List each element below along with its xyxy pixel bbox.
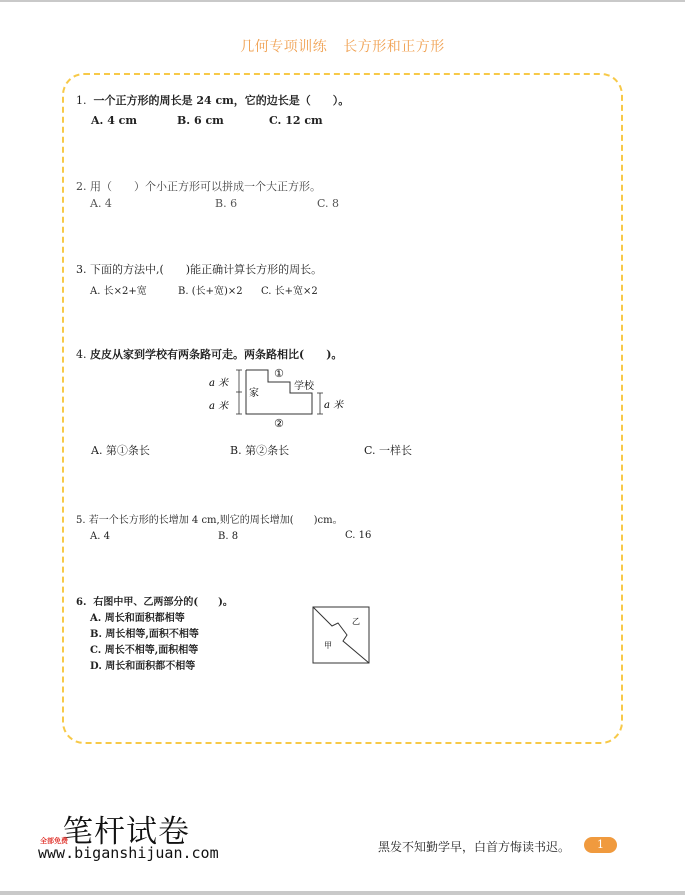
q4-option-a: A. 第①条长: [91, 444, 150, 457]
q5-option-b: B. 8: [218, 531, 239, 542]
q6-option-d: D. 周长和面积都不相等: [90, 661, 196, 672]
q3-option-c: C. 长+宽×2: [261, 286, 318, 297]
question-number: 6.: [76, 597, 87, 608]
page-number-badge: 1: [584, 837, 617, 853]
question-5: [76, 511, 343, 526]
question-2: [76, 178, 321, 194]
q3-option-b: B. (长+宽)×2: [178, 286, 243, 297]
question-number: 1.: [76, 94, 87, 107]
question-number: 4.: [76, 348, 87, 361]
logo-text: 笔杆试卷: [62, 814, 190, 850]
route-diagram: [205, 362, 355, 432]
question-text: 皮皮从家到学校有两条路可走。两条路相比( )。: [90, 348, 343, 361]
footer-motto: 黑发不知勤学早，白首方悔读书迟。: [378, 840, 571, 854]
label-a-right: a 米: [324, 400, 344, 411]
question-6: [76, 595, 233, 675]
question-1: [76, 92, 349, 108]
logo-tag: 全部免费: [40, 837, 68, 845]
label-home: 家: [249, 388, 259, 399]
label-route-2: ②: [274, 417, 284, 430]
question-3: [76, 261, 322, 277]
page-title: [0, 36, 685, 56]
question-number: 3.: [76, 263, 87, 276]
question-4: [76, 346, 342, 362]
question-text: 下面的方法中,( )能正确计算长方形的周长。: [90, 263, 323, 276]
q3-option-a: A. 长×2+宽: [90, 286, 147, 297]
q1-option-b: B. 6 cm: [177, 114, 224, 127]
q2-option-c: C. 8: [317, 197, 340, 210]
q6-option-b: B. 周长相等,面积不相等: [90, 629, 199, 640]
q1-option-a: A. 4 cm: [91, 114, 138, 127]
q5-option-a: A. 4: [90, 531, 110, 542]
title-right: 长方形和正方形: [343, 39, 445, 55]
question-text: 右图中甲、乙两部分的( )。: [93, 597, 233, 608]
logo-url: www.biganshijuan.com: [38, 844, 219, 862]
label-a-bottom: a 米: [209, 401, 229, 412]
bottom-border: [0, 891, 685, 895]
question-text: 若一个长方形的长增加 4 cm,则它的周长增加( )cm。: [88, 515, 343, 526]
question-text: 用（ ）个小正方形可以拼成一个大正方形。: [90, 180, 321, 193]
q4-option-b: B. 第②条长: [230, 444, 290, 457]
question-number: 5.: [76, 515, 86, 526]
q6-option-a: A. 周长和面积都相等: [90, 613, 185, 624]
q4-option-c: C. 一样长: [364, 444, 413, 457]
label-jia: 甲: [324, 641, 332, 650]
q2-option-a: A. 4: [90, 197, 112, 210]
q6-option-c: C. 周长不相等,面积相等: [90, 645, 199, 656]
q1-option-c: C. 12 cm: [269, 114, 323, 127]
question-text: 一个正方形的周长是 24 cm，它的边长是（ ）。: [93, 94, 350, 107]
label-route-1: ①: [274, 367, 284, 380]
label-school: 学校: [294, 381, 314, 392]
square-split-diagram: [312, 606, 370, 664]
q5-option-c: C. 16: [345, 530, 372, 541]
label-a-top: a 米: [209, 378, 229, 389]
q2-option-b: B. 6: [215, 197, 238, 210]
label-yi: 乙: [352, 617, 360, 626]
top-border: [0, 0, 685, 2]
question-number: 2.: [76, 180, 87, 193]
title-left: 几何专项训练: [240, 39, 328, 55]
